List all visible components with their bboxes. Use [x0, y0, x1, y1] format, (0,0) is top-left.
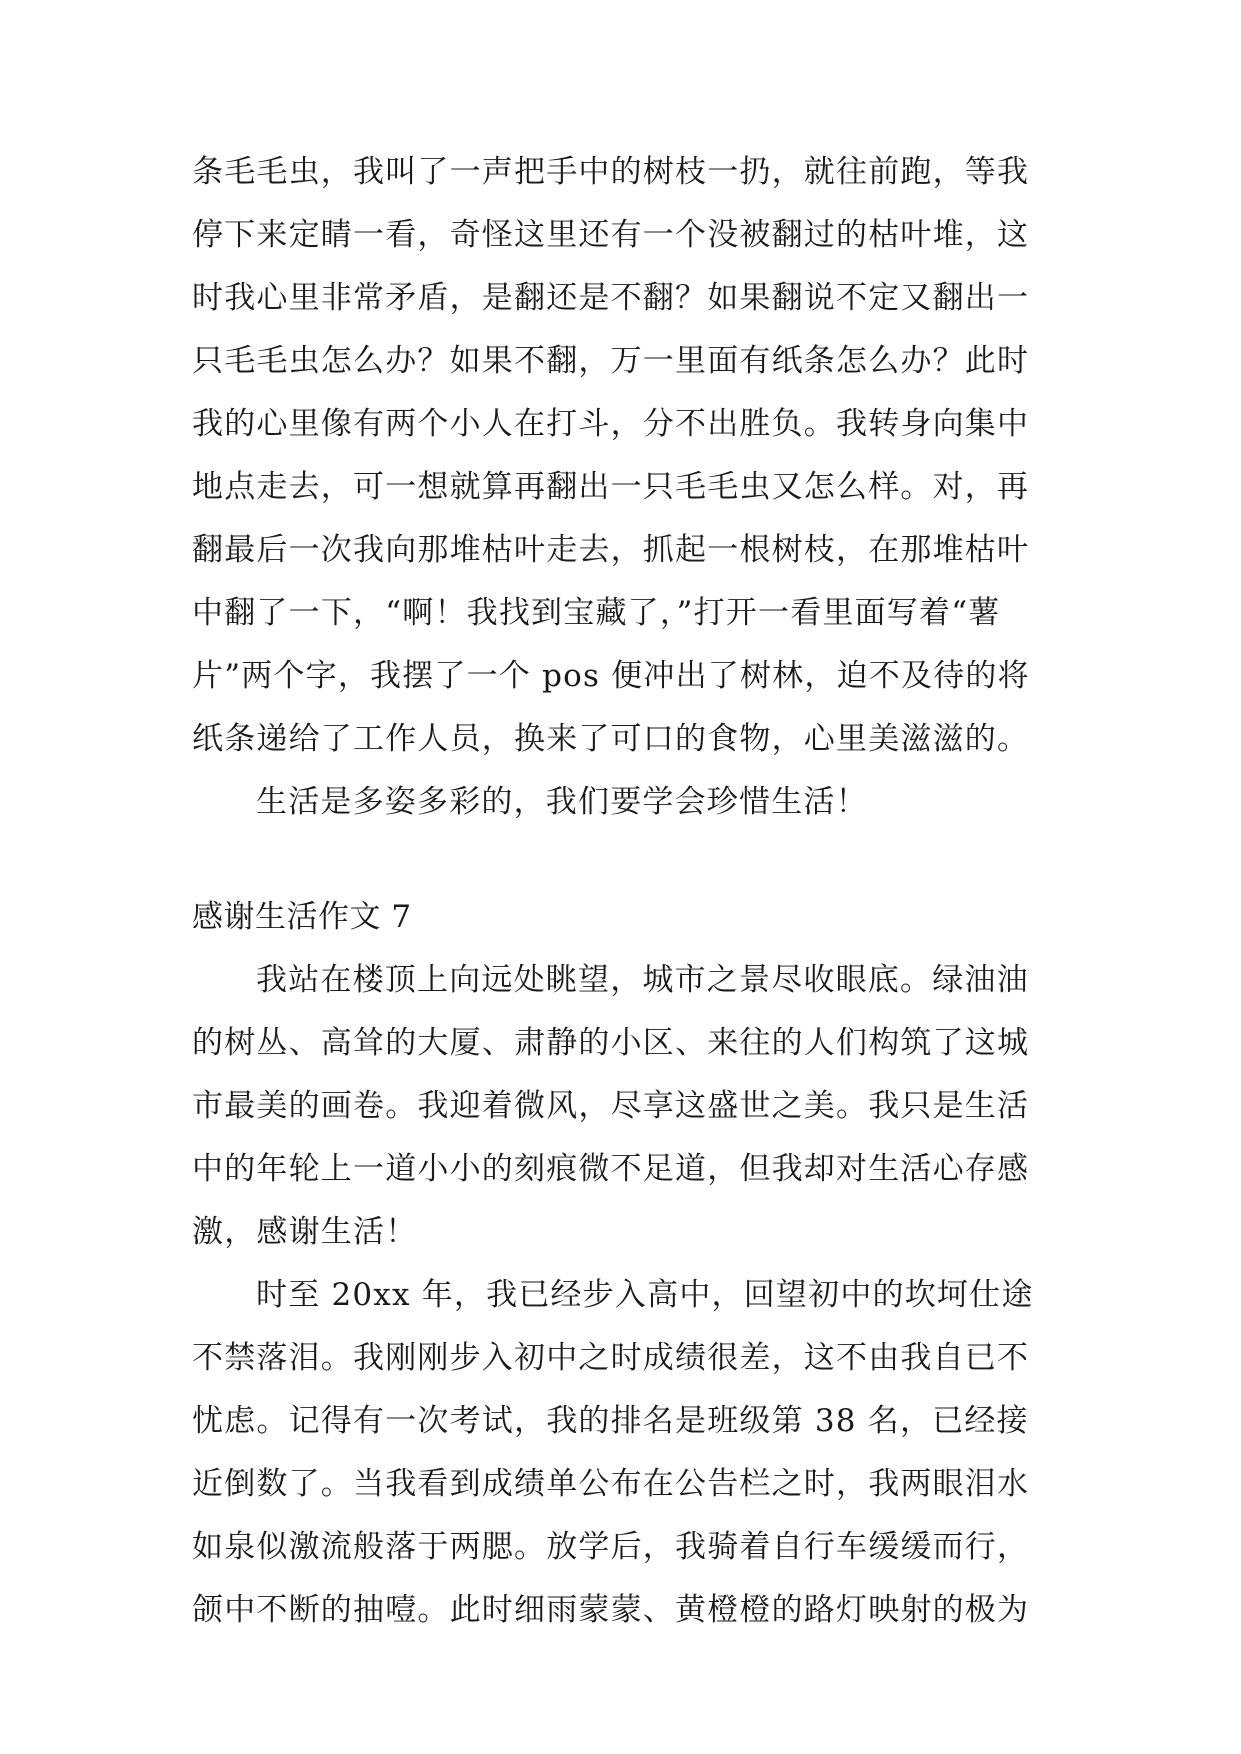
text-line: 我站在楼顶上向远处眺望，城市之景尽收眼底。绿油油 [256, 962, 1029, 998]
text-line: 时我心里非常矛盾，是翻还是不翻？如果翻说不定又翻出一 [192, 280, 1030, 316]
text-line: 纸条递给了工作人员，换来了可口的食物，心里美滋滋的。 [192, 721, 1030, 757]
text-line: 中翻了一下，“啊！我找到宝藏了，”打开一看里面写着“薯 [192, 595, 1001, 631]
text-line: 地点走去，可一想就算再翻出一只毛毛虫又怎么样。对，再 [192, 469, 1030, 505]
text-line: 时至 20xx 年，我已经步入高中，回望初中的坎坷仕途 [256, 1277, 1034, 1313]
text-line: 条毛毛虫，我叫了一声把手中的树枝一扔，就往前跑，等我 [192, 154, 1030, 190]
text-line: 激，感谢生活！ [192, 1214, 418, 1250]
text-line: 翻最后一次我向那堆枯叶走去，抓起一根树枝，在那堆枯叶 [192, 532, 1030, 568]
text-line: 如泉似激流般落于两腮。放学后，我骑着自行车缓缓而行， [192, 1529, 1030, 1565]
text-line: 我的心里像有两个小人在打斗，分不出胜负。我转身向集中 [192, 406, 1030, 442]
text-line: 只毛毛虫怎么办？如果不翻，万一里面有纸条怎么办？此时 [192, 343, 1030, 379]
closing-line: 生活是多姿多彩的，我们要学会珍惜生活！ [256, 784, 868, 820]
text-line: 忧虑。记得有一次考试，我的排名是班级第 38 名，已经接 [192, 1403, 1029, 1439]
text-line: 片”两个字，我摆了一个 pos 便冲出了树林，迫不及待的将 [192, 658, 1030, 694]
text-line: 近倒数了。当我看到成绩单公布在公告栏之时，我两眼泪水 [192, 1466, 1030, 1502]
text-line: 的树丛、高耸的大厦、肃静的小区、来往的人们构筑了这城 [192, 1025, 1030, 1061]
text-line: 颌中不断的抽噎。此时细雨蒙蒙、黄橙橙的路灯映射的极为 [192, 1592, 1030, 1628]
text-line: 停下来定睛一看，奇怪这里还有一个没被翻过的枯叶堆，这 [192, 217, 1030, 253]
text-line: 市最美的画卷。我迎着微风，尽享这盛世之美。我只是生活 [192, 1088, 1030, 1124]
text-line: 不禁落泪。我刚刚步入初中之时成绩很差，这不由我自已不 [192, 1340, 1030, 1376]
section-heading: 感谢生活作文 7 [192, 899, 412, 935]
text-line: 中的年轮上一道小小的刻痕微不足道，但我却对生活心存感 [192, 1151, 1030, 1187]
